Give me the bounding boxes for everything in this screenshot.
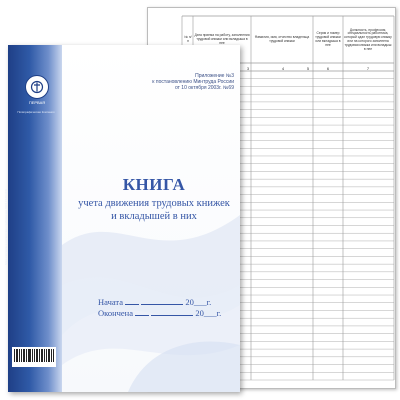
book-cover <box>5 45 240 392</box>
book-subtitle-line-1: учета движения трудовых книжек <box>78 198 230 209</box>
col-number-4: 4 <box>281 66 285 71</box>
annex-line-1: Приложение №3 <box>195 73 234 79</box>
book-title: КНИГА <box>122 175 186 194</box>
finished-year: 20___г. <box>195 308 222 318</box>
barcode-icon <box>12 347 56 367</box>
header-col-position: Должность, профессия, специальность работника, который сдал трудовую книжку или на которого заполнена трудовая книжка или вкладыш в нее <box>344 27 392 51</box>
col-number-7: 7 <box>366 66 370 71</box>
annex-line-2: к постановлению Минтруда России <box>152 79 234 85</box>
spine-note: Бланк изготовлен в соответствии с требованиями ГОСТ Р 6.30-2003 <box>5 189 8 265</box>
annex-note <box>124 73 234 91</box>
header-col-date: Дата приема на работу, заполнения трудовой книжки или вкладыша в нее <box>194 33 250 45</box>
finished-date-line <box>98 308 221 318</box>
col-number-3: 3 <box>246 66 250 71</box>
started-date-line <box>98 297 211 307</box>
col-number-5: 5 <box>306 66 310 71</box>
started-label: Начата <box>98 297 123 307</box>
logo-subtitle: Полиграфическая Компания <box>17 110 55 114</box>
started-year: 20___г. <box>185 297 212 307</box>
header-col-name: Фамилия, имя, отчество владельца трудовой книжки <box>254 35 310 43</box>
header-col-series: Серия и номер трудовой книжки или вкладыша в нее <box>315 31 341 47</box>
header-col-no: № п/п <box>184 35 192 43</box>
annex-line-3: от 10 октября 2003г. №69 <box>174 85 234 91</box>
col-number-6: 6 <box>326 66 330 71</box>
finished-label: Окончена <box>98 308 134 318</box>
logo-emblem-icon <box>25 75 49 99</box>
logo-name: ПЕРВАЯ <box>28 100 46 105</box>
book-subtitle-line-2: и вкладышей в них <box>111 211 197 222</box>
